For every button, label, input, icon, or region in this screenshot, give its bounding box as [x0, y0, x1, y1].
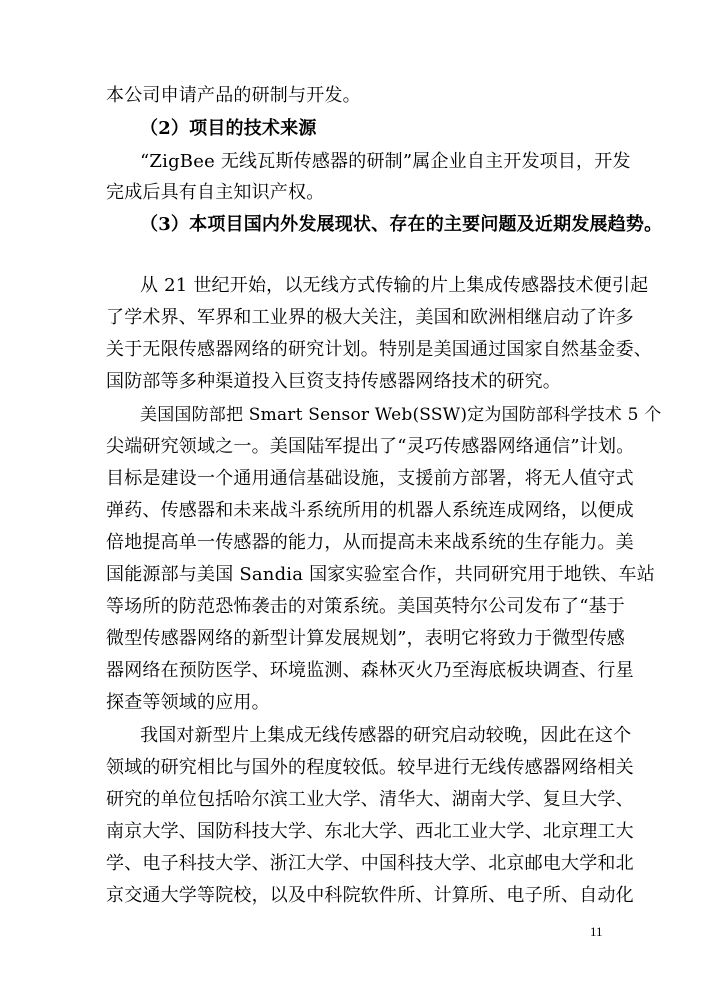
text-line-17: 微型传感器网络的新型计算发展规划”，表明它将致力于微型传感	[106, 628, 625, 649]
text-line-24: 学、电子科技大学、浙江大学、中国科技大学、北京邮电大学和北	[106, 853, 634, 874]
text-line-10: 美国国防部把 Smart Sensor Web(SSW)定为国防部科学技术 5 个	[140, 405, 662, 425]
text-line-20: 我国对新型片上集成无线传感器的研究启动较晚，因此在这个	[140, 725, 632, 746]
text-line-22: 研究的单位包括哈尔滨工业大学、清华大、湖南大学、复旦大学、	[106, 789, 634, 810]
text-line-12: 目标是建设一个通用通信基础设施，支援前方部署，将无人值守式	[106, 468, 634, 489]
section-heading-2: （2）项目的技术来源	[140, 118, 317, 139]
text-line-18: 器网络在预防医学、环境监测、森林灭火乃至海底板块调查、行星	[106, 660, 634, 681]
text-line-4: 完成后具有自主知识产权。	[106, 182, 325, 203]
text-line-6: 从 21 世纪开始，以无线方式传输的片上集成传感器技术便引起	[140, 275, 649, 296]
section-heading-3: （3）本项目国内外发展现状、存在的主要问题及近期发展趋势。	[140, 214, 663, 235]
text-line-9: 国防部等多种渠道投入巨资支持传感器网络技术的研究。	[106, 371, 561, 392]
text-line-14: 倍地提高单一传感器的能力，从而提高未来战系统的生存能力。美	[106, 532, 634, 553]
text-line-11: 尖端研究领域之一。美国陆军提出了“灵巧传感器网络通信”计划。	[106, 436, 635, 457]
text-line-15: 国能源部与美国 Sandia 国家实验室合作，共同研究用于地铁、车站	[106, 564, 655, 585]
text-line-7: 了学术界、军界和工业界的极大关注，美国和欧洲相继启动了许多	[106, 307, 634, 328]
text-line-3: “ZigBee 无线瓦斯传感器的研制”属企业自主开发项目，开发	[140, 151, 631, 172]
text-line-13: 弹药、传感器和未来战斗系统所用的机器人系统连成网络，以便成	[106, 500, 634, 521]
text-line-25: 京交通大学等院校，以及中科院软件所、计算所、电子所、自动化	[106, 885, 634, 906]
text-line-21: 领域的研究相比与国外的程度较低。较早进行无线传感器网络相关	[106, 757, 634, 778]
page-number: 11	[590, 924, 603, 939]
text-line-16: 等场所的防范恐怖袭击的对策系统。美国英特尔公司发布了“基于	[106, 596, 625, 617]
text-line-19: 探查等领域的应用。	[106, 692, 270, 713]
text-line-23: 南京大学、国防科技大学、东北大学、西北工业大学、北京理工大	[106, 821, 634, 842]
text-line-8: 关于无限传感器网络的研究计划。特别是美国通过国家自然基金委、	[106, 339, 652, 360]
text-line-1: 本公司申请产品的研制与开发。	[106, 85, 361, 106]
